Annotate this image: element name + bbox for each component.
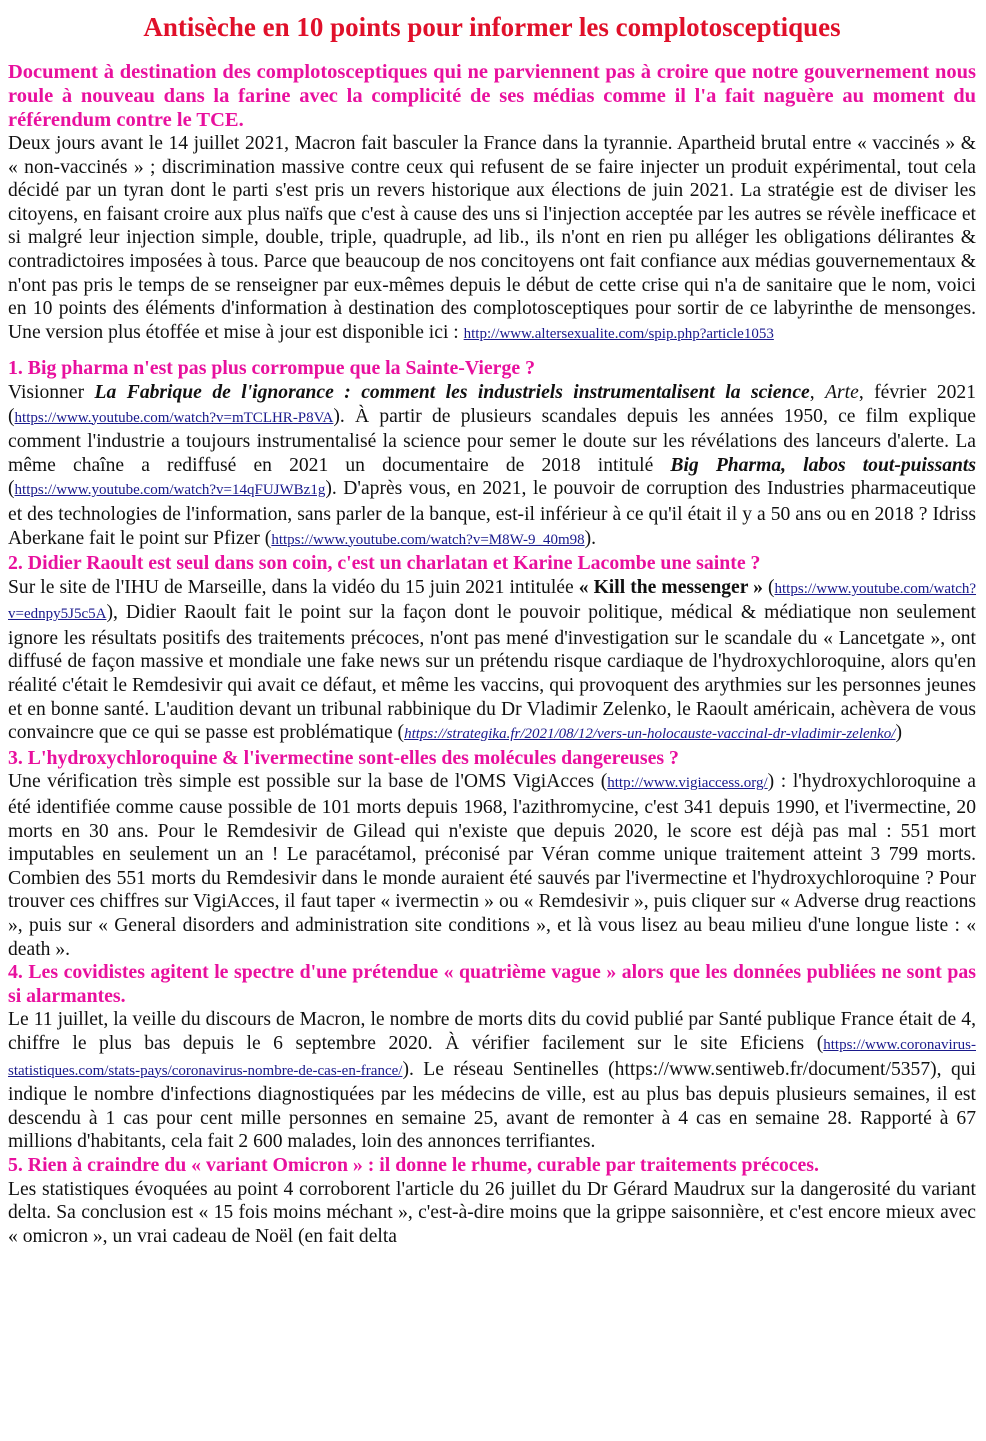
section-3-title: 3. L'hydroxychloroquine & l'ivermectine sont-elles des molécules dangereuses ? [8,746,679,769]
strategika-link[interactable]: https://strategika.fr/2021/08/12/vers-un-holocauste-vaccinal-dr-vladimir-zelenko/ [404,726,896,743]
video-title: « Kill the messenger » [578,576,763,598]
youtube-link[interactable]: https://www.youtube.com/watch?v=mTCLHR-P8VA [14,409,334,426]
section-5-title: 5. Rien à craindre du « variant Omicron » : il donne le rhume, curable par traitements précoces. [8,1153,819,1176]
section-1-body [8,381,976,552]
youtube-link[interactable]: https://www.youtube.com/watch?v=ednpy5J5c5A [8,580,977,623]
text: ) : l'hydroxychloroquine a été identifiée comme cause possible de 101 morts depuis 1968, l'azithromycine, c'est 341 depuis 1990, et l'ivermectine, 20 morts en 30 ans. Pour le Remdesivir de Gilead qui n'existe que depuis 2020, le score est déjà pas mal : 551 mort imputables en seulement un an ! Le paracétamol, préconisé par Véran comme unique traitement atteint 3 799 morts. Combien des 551 morts du Remdesivir dans le monde auraient été sauvés par l'ivermectine et l'hydroxychloroquine ? Pour trouver ces chiffres sur VigiAcces, il faut taper « ivermectin » ou « Remdesivir », puis cliquer sur « Adverse drug reactions », puis sur « General disorders and administration site conditions », et là vous lisez au beau milieu d'une longue liste : « death ». [8,771,976,960]
text: ). Le réseau Sentinelles (https://www.sentiweb.fr/document/5357), qui indique le nombre d'infections diagnostiquées par les médecins de ville, est au plus bas depuis plusieurs semaines, il est descendu à 1 cas pour cent mille personnes en semaine 25, avant de remonter à 4 cas en semaine 28. Rapporté à 67 millions d'habitants, cela fait 2 600 malades, loin des annonces terrifiantes. [8,1058,976,1153]
section-2-title: 2. Didier Raoult est seul dans son coin, c'est un charlatan et Karine Lacombe une sainte ? [8,552,761,575]
text: ). À partir de plusieurs scandales depuis les années 1950, ce film explique comment l'industrie a toujours instrumentalisé la science pour semer le doute sur les révélations des lanceurs d'alerte. La même chaîne a rediffusé en 2021 un documentaire de 2018 intitulé [8,405,976,476]
intro-text: Deux jours avant le 14 juillet 2021, Macron fait basculer la France dans la tyrannie. Apartheid brutal entre « vaccinés » & « non-vaccinés » ; discrimination massive contre ceux qui refusent de se faire injecter un produit expérimental, tout cela décidé par un tyran dont le parti s'est pris un revers historique aux élections de juin 2021. La stratégie est de diviser les citoyens, en faisant croire aux plus naïfs que c'est à cause des uns si l'injection acceptée par les autres se révèle inefficace et si malgré leur injection simple, double, triple, quadruple, ad lib., ils n'ont en rien pu alléger les obligations délirantes & contradictoires imposées à tous. Parce que beaucoup de nos concitoyens ont fait confiance aux médias gouvernementaux & n'ont pas pris le temps de se renseigner par eux-mêmes depuis le début de cette crise qui n'a de sanitaire que le nom, voici en 10 points des éléments d'information à destination des complotosceptiques pour sortir de ce labyrinthe de mensonges. Une version plus étoffée et mise à jour est disponible ici : [8,133,977,343]
text: Les statistiques évoquées au point 4 corroborent l'article du 26 juillet du Dr Gérard Maudrux sur la dangerosité du variant delta. Sa conclusion est « 15 fois moins méchant », c'est-à-dire moins que la grippe saisonnière, et c'est encore mieux avec « omicron », un vrai cadeau de Noël (en fait delta [8,1178,976,1247]
section-2-body [8,576,976,747]
section-1-title: 1. Big pharma n'est pas plus corrompue que la Sainte-Vierge ? [8,357,535,380]
vigiaccess-link[interactable]: http://www.vigiaccess.org/ [607,775,768,792]
text: Le 11 juillet, la veille du discours de Macron, le nombre de morts dits du covid publié par Santé publique France était de 4, chiffre le plus bas depuis le 6 septembre 2020. À vérifier facilement sur le site Eficiens ( [8,1009,976,1054]
text: ( [8,478,15,500]
text: ( [762,576,775,598]
text: Une vérification très simple est possible sur la base de l'OMS VigiAcces ( [8,771,608,793]
section-4-title: 4. Les covidistes agitent le spectre d'une prétendue « quatrième vague » alors que les données publiées ne sont pas si alarmantes. [8,961,976,1007]
film-title: Big Pharma, labos tout-puissants [670,454,976,476]
intro-link[interactable]: http://www.altersexualite.com/spip.php?article1053 [463,325,774,342]
section-3-body [8,770,976,961]
channel-name: Arte [825,381,859,403]
film-title: La Fabrique de l'ignorance : comment les industriels instrumentalisent la science [94,381,810,403]
youtube-link[interactable]: https://www.youtube.com/watch?v=M8W-9_40m98 [271,531,585,548]
text: , [809,381,826,403]
text: , février 2021 ( [8,381,976,427]
text: ). D'après vous, en 2021, le pouvoir de corruption des Industries pharmaceutique et des technologies de l'information, sans parler de la banque, est-il inférieur à ce qu'il était il y a 50 ans ou en 2018 ? Idriss Aberkane fait le point sur Pfizer ( [8,478,976,549]
text: ). [584,527,597,549]
spacer [8,346,976,357]
text: Visionner [8,381,95,403]
page-title: Antisèche en 10 points pour informer les complotosceptiques [143,12,841,42]
intro-lead: Document à destination des complotosceptiques qui ne parviennent pas à croire que notre gouvernement nous roule à nouveau dans la farine avec la complicité de ses médias comme il l'a fait naguère au moment du référendum contre le TCE. [8,61,976,131]
section-4-body [8,1008,976,1154]
youtube-link[interactable]: https://www.youtube.com/watch?v=14qFUJWBz1g [14,482,326,499]
text: ), Didier Raoult fait le point sur la façon dont le pouvoir politique, médical & médiatique non seulement ignore les résultats positifs des traitements précoces, n'ont pas mené d'investigation sur le scandale du « Lancetgate », ont diffusé de façon massive et mondiale une fake news sur un prétendu risque cardiaque de l'hydroxychloroquine, alors qu'en réalité c'était le Remdesivir qui avait ce défaut, et même les vaccins, qui provoquent des arythmies sur les personnes jeunes et en bonne santé. L'audition devant un tribunal rabbinique du Dr Vladimir Zelenko, le Raoult américain, achèvera de vous convaincre que ce qui se passe est problématique ( [8,602,976,744]
text: ) [895,722,902,744]
intro-body [8,132,976,346]
statistics-link[interactable]: https://www.coronavirus-statistiques.com/stats-pays/coronavirus-nombre-de-cas-en-france/ [8,1036,976,1079]
text: Sur le site de l'IHU de Marseille, dans la vidéo du 15 juin 2021 intitulée [8,576,579,598]
section-5-body [8,1178,976,1249]
